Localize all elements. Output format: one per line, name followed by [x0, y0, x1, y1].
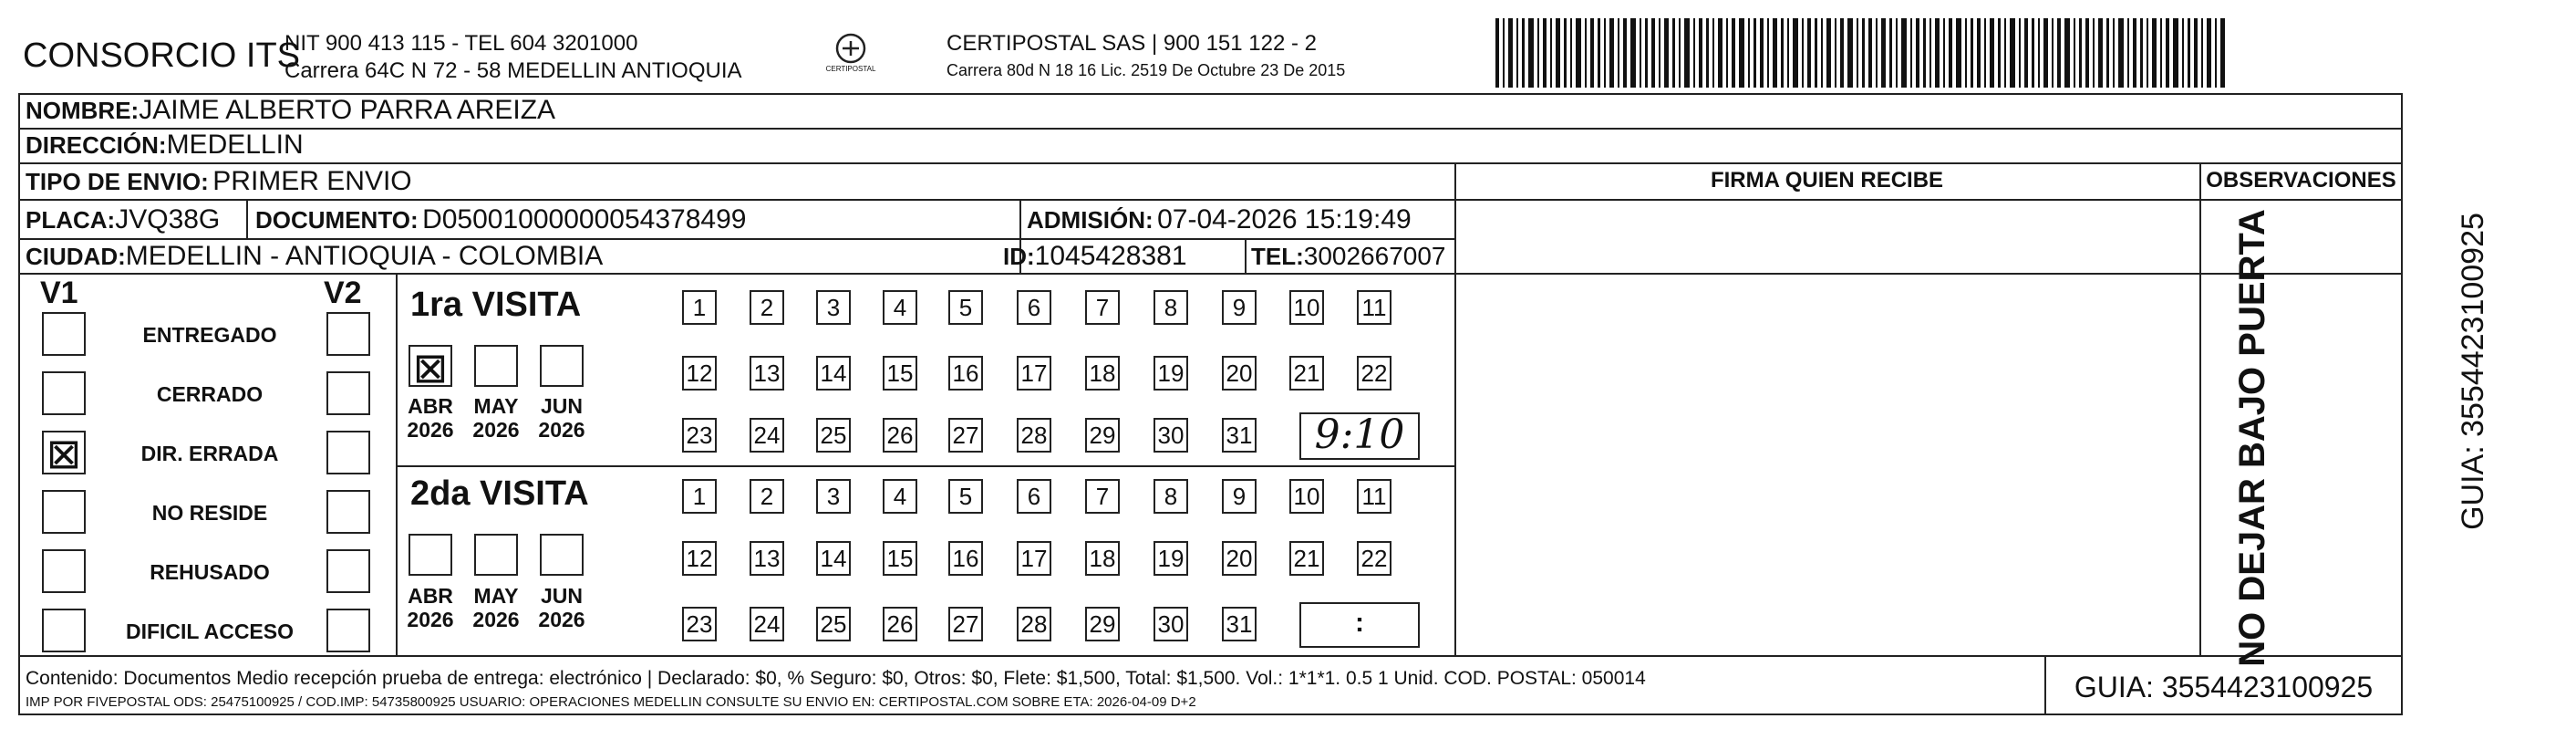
- day-box[interactable]: 2: [750, 290, 784, 325]
- day-box[interactable]: 19: [1154, 356, 1188, 391]
- month-label: MAY 2026: [472, 584, 520, 632]
- day-box[interactable]: 9: [1222, 290, 1257, 325]
- id-row: [1003, 243, 1187, 270]
- day-box[interactable]: 2: [750, 479, 784, 514]
- day-box[interactable]: 23: [682, 418, 717, 453]
- shipment-type: PRIMER ENVIO: [212, 166, 412, 196]
- recipient-address: MEDELLIN: [166, 130, 304, 160]
- day-box[interactable]: 31: [1222, 607, 1257, 641]
- footer-contents-line: Contenido: Documentos Medio recepción prueba de entrega: electrónico | Declarado: $0, % Seguro: $0, Otros: $0, Flete: $1,500, Total: $1,500. Vol.: 1*1*1. 0.5 1 Unid. COD. POSTAL: 050014: [26, 668, 1646, 689]
- day-box[interactable]: 8: [1154, 479, 1188, 514]
- day-box[interactable]: 3: [816, 290, 851, 325]
- month-checkbox[interactable]: [540, 534, 584, 576]
- day-box[interactable]: 16: [948, 541, 983, 576]
- recipient-name-row: [26, 97, 555, 124]
- courier-info-line2: Carrera 80d N 18 16 Lic. 2519 De Octubre 23 De 2015: [947, 61, 1346, 79]
- month-checkbox[interactable]: [474, 345, 518, 387]
- day-box[interactable]: 10: [1289, 479, 1324, 514]
- tel-number: 3002667007: [1303, 242, 1446, 270]
- day-box[interactable]: 7: [1085, 290, 1120, 325]
- status-label: DIR. ERRADA: [140, 442, 279, 465]
- side-guia: GUIA: 3554423100925: [2456, 213, 2490, 530]
- company-info-line1: NIT 900 413 115 - TEL 604 3201000: [284, 31, 638, 56]
- day-box[interactable]: 4: [883, 479, 917, 514]
- day-box[interactable]: 5: [948, 479, 983, 514]
- address-label: DIRECCIÓN:: [26, 131, 167, 159]
- day-box[interactable]: 12: [682, 356, 717, 391]
- city: MEDELLIN - ANTIOQUIA - COLOMBIA: [125, 241, 604, 271]
- v2-checkbox[interactable]: [326, 490, 370, 534]
- shipment-type-row: [26, 168, 412, 195]
- document-number: D05001000000054378499: [422, 204, 747, 234]
- day-box[interactable]: 6: [1017, 290, 1051, 325]
- signature-header: FIRMA QUIEN RECIBE: [1710, 168, 1944, 193]
- day-box[interactable]: 28: [1017, 607, 1051, 641]
- v1-checkbox[interactable]: [42, 429, 86, 478]
- first-visit-time: 9:10: [1314, 411, 1405, 458]
- company-name: CONSORCIO ITS: [23, 36, 301, 75]
- v1-label: V1: [40, 276, 78, 310]
- day-box[interactable]: 6: [1017, 479, 1051, 514]
- v2-checkbox[interactable]: [326, 609, 370, 652]
- month-label: JUN 2026: [538, 584, 585, 632]
- day-box[interactable]: 20: [1222, 356, 1257, 391]
- day-box[interactable]: 11: [1357, 290, 1391, 325]
- city-label: CIUDAD:: [26, 243, 126, 270]
- type-label: TIPO DE ENVIO:: [26, 168, 209, 195]
- side-warning: NO DEJAR BAJO PUERTA: [2232, 209, 2272, 667]
- document-row: [255, 206, 746, 234]
- first-visit-title: 1ra VISITA: [410, 286, 582, 324]
- v2-checkbox[interactable]: [326, 312, 370, 356]
- v1-checkbox[interactable]: [42, 312, 86, 356]
- day-box[interactable]: 20: [1222, 541, 1257, 576]
- day-box[interactable]: 10: [1289, 290, 1324, 325]
- month-label: ABR 2026: [407, 584, 454, 632]
- day-box[interactable]: 30: [1154, 418, 1188, 453]
- tel-label: TEL:: [1251, 243, 1304, 270]
- day-box[interactable]: 24: [750, 418, 784, 453]
- name-label: NOMBRE:: [26, 97, 140, 124]
- v1-checkbox[interactable]: [42, 490, 86, 534]
- logo-wordmark: CERTIPOSTAL: [825, 65, 876, 73]
- v1-checkbox[interactable]: [42, 371, 86, 415]
- day-box[interactable]: 16: [948, 356, 983, 391]
- day-box[interactable]: 1: [682, 290, 717, 325]
- day-box[interactable]: 15: [883, 356, 917, 391]
- second-visit-title: 2da VISITA: [410, 474, 589, 513]
- plate-row: [26, 206, 220, 234]
- day-box[interactable]: 17: [1017, 356, 1051, 391]
- certipostal-logo-icon: [814, 30, 887, 81]
- status-label: DIFICIL ACCESO: [125, 620, 294, 643]
- admission-row: [1027, 206, 1412, 234]
- day-box[interactable]: 14: [816, 541, 851, 576]
- day-box[interactable]: 29: [1085, 418, 1120, 453]
- day-box[interactable]: 23: [682, 607, 717, 641]
- day-box[interactable]: 22: [1357, 356, 1391, 391]
- day-box[interactable]: 18: [1085, 541, 1120, 576]
- day-box[interactable]: 26: [883, 418, 917, 453]
- footer-guia: GUIA: 3554423100925: [2074, 671, 2374, 703]
- v2-checkbox[interactable]: [326, 371, 370, 415]
- barcode: [1495, 18, 2225, 88]
- document-label: DOCUMENTO:: [255, 206, 419, 234]
- day-box[interactable]: 21: [1289, 541, 1324, 576]
- tel-row: [1251, 244, 1446, 269]
- month-checkbox[interactable]: [409, 534, 452, 576]
- day-box[interactable]: 27: [948, 607, 983, 641]
- company-info-line2: Carrera 64C N 72 - 58 MEDELLIN ANTIOQUIA: [284, 58, 742, 83]
- admission-label: ADMISIÓN:: [1027, 206, 1154, 234]
- day-box[interactable]: 27: [948, 418, 983, 453]
- day-box[interactable]: 13: [750, 541, 784, 576]
- day-box[interactable]: 24: [750, 607, 784, 641]
- day-box[interactable]: 14: [816, 356, 851, 391]
- month-label: MAY 2026: [472, 394, 520, 443]
- courier-info-line1: CERTIPOSTAL SAS | 900 151 122 - 2: [947, 31, 1317, 56]
- v2-label: V2: [324, 276, 362, 310]
- day-box[interactable]: 13: [750, 356, 784, 391]
- footer-print-line: IMP POR FIVEPOSTAL ODS: 25475100925 / COD.IMP: 54735800925 USUARIO: OPERACIONES MEDELLIN CONSULTE SU ENVIO EN: CERTIPOSTAL.COM SOBRE ETA: 2026-04-09 D+2: [26, 694, 1196, 710]
- status-label: CERRADO: [156, 382, 264, 406]
- id-number: 1045428381: [1034, 241, 1187, 271]
- day-box[interactable]: 21: [1289, 356, 1324, 391]
- day-box[interactable]: 30: [1154, 607, 1188, 641]
- v2-checkbox[interactable]: [326, 549, 370, 593]
- status-label: REHUSADO: [150, 560, 270, 584]
- month-label: ABR 2026: [407, 394, 454, 443]
- plate: JVQ38G: [115, 204, 221, 234]
- id-label: ID:: [1003, 243, 1035, 270]
- status-label: NO RESIDE: [151, 501, 268, 525]
- admission-datetime: 07-04-2026 15:19:49: [1157, 204, 1412, 234]
- day-box[interactable]: 22: [1357, 541, 1391, 576]
- day-box[interactable]: 11: [1357, 479, 1391, 514]
- second-visit-time: :: [1355, 608, 1364, 638]
- plate-label: PLACA:: [26, 206, 116, 234]
- day-box[interactable]: 12: [682, 541, 717, 576]
- day-box[interactable]: 25: [816, 607, 851, 641]
- day-box[interactable]: 26: [883, 607, 917, 641]
- v1-checkbox[interactable]: [42, 609, 86, 652]
- day-box[interactable]: 7: [1085, 479, 1120, 514]
- v1-check-mark: ⊠: [46, 429, 82, 478]
- month-checkbox[interactable]: [474, 534, 518, 576]
- v1-checkbox[interactable]: [42, 549, 86, 593]
- month-check-mark: ⊠: [412, 343, 449, 392]
- day-box[interactable]: 31: [1222, 418, 1257, 453]
- day-box[interactable]: 5: [948, 290, 983, 325]
- month-label: JUN 2026: [538, 394, 585, 443]
- day-box[interactable]: 29: [1085, 607, 1120, 641]
- day-box[interactable]: 25: [816, 418, 851, 453]
- city-row: [26, 243, 603, 270]
- status-label: ENTREGADO: [142, 323, 277, 347]
- day-box[interactable]: 9: [1222, 479, 1257, 514]
- day-box[interactable]: 3: [816, 479, 851, 514]
- day-box[interactable]: 28: [1017, 418, 1051, 453]
- month-checkbox[interactable]: [540, 345, 584, 387]
- day-box[interactable]: 4: [883, 290, 917, 325]
- recipient-name: JAIME ALBERTO PARRA AREIZA: [139, 95, 556, 125]
- day-box[interactable]: 17: [1017, 541, 1051, 576]
- recipient-address-row: [26, 131, 304, 159]
- day-box[interactable]: 19: [1154, 541, 1188, 576]
- observations-header: OBSERVACIONES: [2206, 168, 2396, 193]
- day-box[interactable]: 18: [1085, 356, 1120, 391]
- day-box[interactable]: 1: [682, 479, 717, 514]
- v2-checkbox[interactable]: [326, 431, 370, 474]
- day-box[interactable]: 8: [1154, 290, 1188, 325]
- day-box[interactable]: 15: [883, 541, 917, 576]
- month-checkbox[interactable]: [409, 343, 452, 392]
